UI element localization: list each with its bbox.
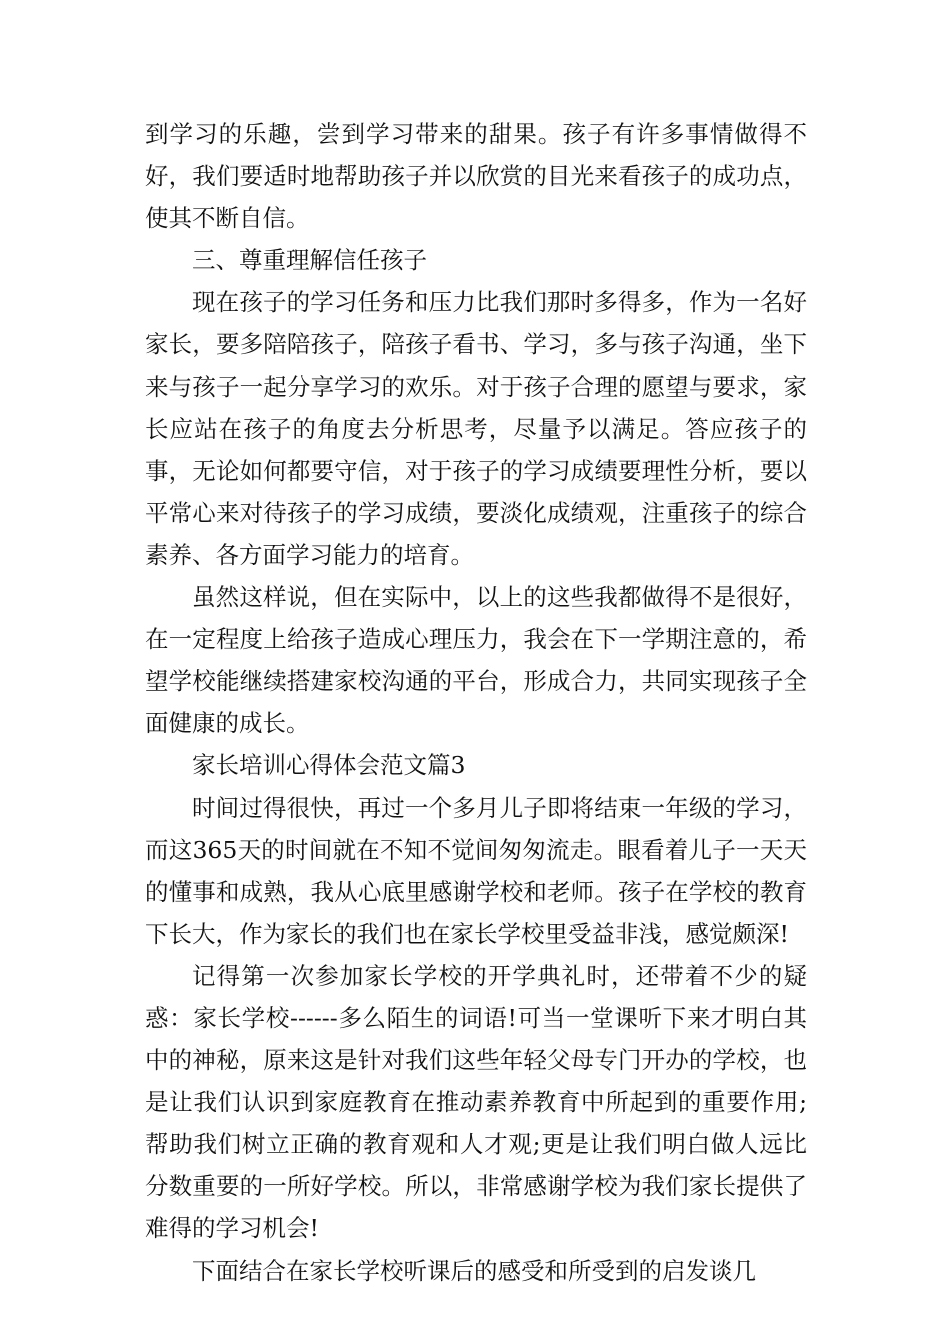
paragraph: 下面结合在家长学校听课后的感受和所受到的启发谈几 bbox=[192, 1256, 756, 1285]
paragraph: 虽然这样说，但在实际中，以上的这些我都做得不是很好，在一定程度上给孩子造成心理压力，我会在下一学期注意的，希望学校能继续搭建家校沟通的平台，形成合力，共同实现孩子全面健康的成长。 bbox=[145, 583, 807, 738]
section-heading-respect: 三、尊重理解信任孩子 bbox=[192, 246, 427, 275]
document-body bbox=[145, 113, 807, 1292]
article-heading: 家长培训心得体会范文篇3 bbox=[192, 751, 466, 780]
paragraph: 现在孩子的学习任务和压力比我们那时多得多，作为一名好家长，要多陪陪孩子，陪孩子看书、学习，多与孩子沟通，坐下来与孩子一起分享学习的欢乐。对于孩子合理的愿望与要求，家长应站在孩子的角度去分析思考，尽量予以满足。答应孩子的事，无论如何都要守信，对于孩子的学习成绩要理性分析，要以平常心来对待孩子的学习成绩，要淡化成绩观，注重孩子的综合素养、各方面学习能力的培育。 bbox=[145, 288, 807, 569]
paragraph: 时间过得很快，再过一个多月儿子即将结束一年级的学习，而这365天的时间就在不知不觉间匆匆流走。眼看着儿子一天天的懂事和成熟，我从心底里感谢学校和老师。孩子在学校的教育下长大，作为家长的我们也在家长学校里受益非浅，感觉颇深! bbox=[145, 793, 807, 948]
paragraph-continuation: 到学习的乐趣，尝到学习带来的甜果。孩子有许多事情做得不好，我们要适时地帮助孩子并以欣赏的目光来看孩子的成功点，使其不断自信。 bbox=[145, 120, 807, 233]
paragraph: 记得第一次参加家长学校的开学典礼时，还带着不少的疑惑：家长学校------多么陌生的词语!可当一堂课听下来才明白其中的神秘，原来这是针对我们这些年轻父母专门开办的学校，也是让我们认识到家庭教育在推动素养教育中所起到的重要作用;帮助我们树立正确的教育观和人才观;更是让我们明白做人远比分数重要的一所好学校。所以，非常感谢学校为我们家长提供了难得的学习机会! bbox=[145, 961, 807, 1243]
